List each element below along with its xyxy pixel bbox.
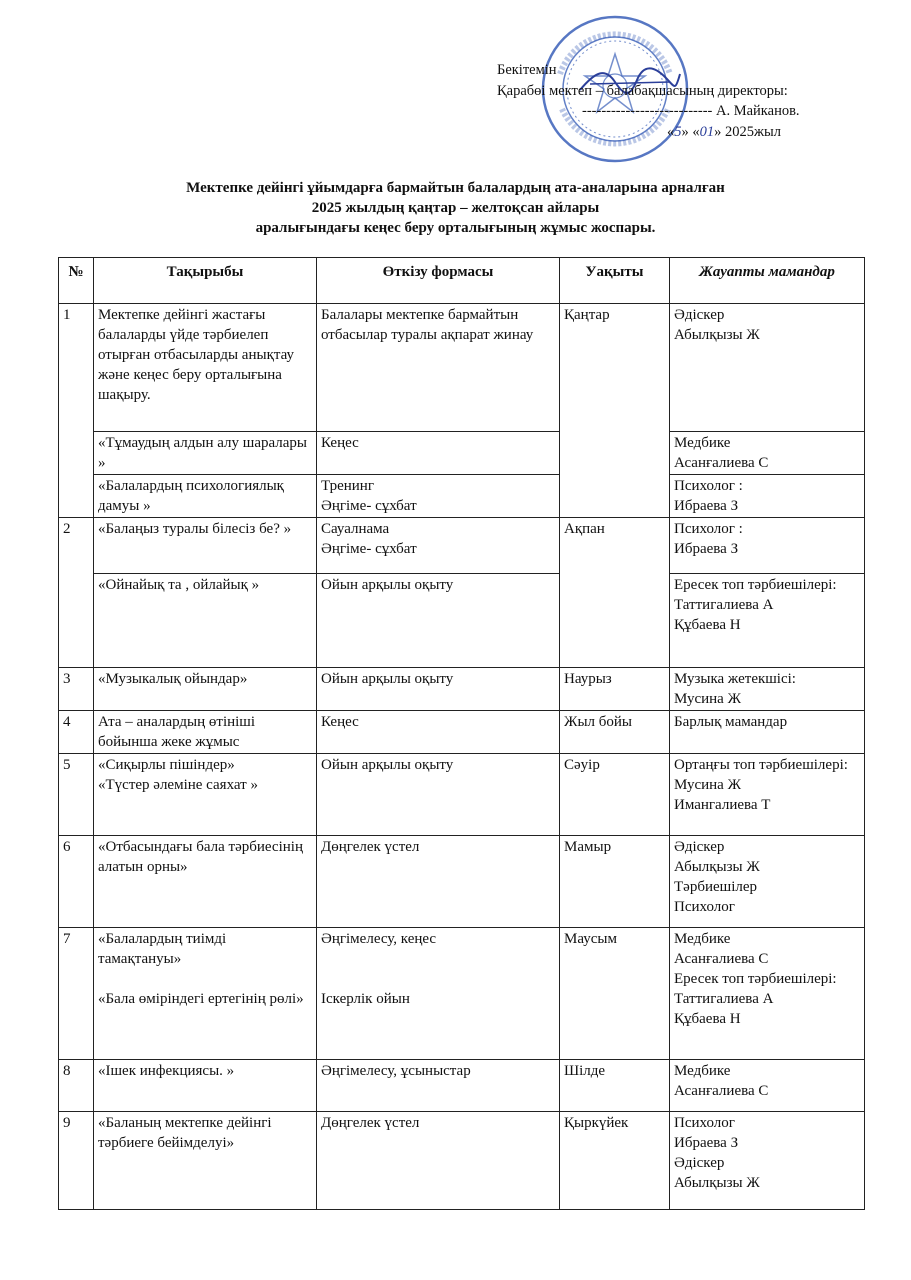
approval-month: 01 [699,123,715,140]
row-topic: Ата – аналардың өтініші бойынша жеке жұмыс [94,711,317,754]
row-time: Мамыр [560,836,670,928]
table-row [59,518,865,574]
table-row [59,432,865,475]
row-form: Ойын арқылы оқыту [317,754,560,836]
row-number: 3 [59,668,94,711]
row-responsible: Барлық мамандар [670,711,865,754]
row-time: Ақпан [560,518,670,668]
row-topic: «Балаңыз туралы білесіз бе? » [94,518,317,574]
row-topic: «Балалардың тиімді тамақтануы» «Бала өміріндегі ертегінің рөлі» [94,928,317,1060]
approval-position: Қарабөі мектеп – балабақшасының директоры: [497,82,788,99]
row-form: Кеңес [317,432,560,475]
header-num: № [59,258,94,304]
row-number: 1 [59,304,94,518]
row-form: Кеңес [317,711,560,754]
row-responsible: Медбике Асанғалиева С [670,1060,865,1112]
row-number: 4 [59,711,94,754]
row-topic: «Отбасындағы бала тәрбиесінің алатын орны» [94,836,317,928]
approval-block [497,60,800,142]
row-topic: «Ойнайық та , ойлайық » [94,574,317,668]
row-number: 7 [59,928,94,1060]
row-responsible: Ересек топ тәрбиешілері: Таттигалиева А Құбаева Н [670,574,865,668]
table-header-row [59,258,865,304]
table-row [59,711,865,754]
row-form: Ойын арқылы оқыту [317,574,560,668]
row-topic: «Сиқырлы пішіндер» «Түстер әлеміне саяхат » [94,754,317,836]
row-responsible: Әдіскер Абылқызы Ж Тәрбиешілер Психолог [670,836,865,928]
row-form: Сауалнама Әңгіме- сұхбат [317,518,560,574]
row-time: Қаңтар [560,304,670,518]
work-plan-table [58,257,865,1210]
row-number: 6 [59,836,94,928]
table-row [59,1112,865,1210]
table-row [59,1060,865,1112]
row-number: 9 [59,1112,94,1210]
row-form: Тренинг Әңгіме- сұхбат [317,475,560,518]
row-form: Дөңгелек үстел [317,836,560,928]
row-time: Наурыз [560,668,670,711]
row-topic: «Тұмаудың алдын алу шаралары » [94,432,317,475]
table-row [59,928,865,1060]
row-time: Қыркүйек [560,1112,670,1210]
row-responsible: Музыка жетекшісі: Мусина Ж [670,668,865,711]
row-responsible: Ортаңғы топ тәрбиешілері: Мусина Ж Имангалиева Т [670,754,865,836]
approval-signature-line: --------------------------- А. Майканов. [582,103,800,119]
table-row [59,574,865,668]
row-responsible: Психолог : Ибраева З [670,475,865,518]
row-number: 2 [59,518,94,668]
approval-date: «5» «01» 2025жыл [667,123,781,140]
approval-title: Бекітемін [497,62,557,78]
row-form: Әңгімелесу, ұсыныстар [317,1060,560,1112]
row-responsible: Медбике Асанғалиева С Ересек топ тәрбиешілері: Таттигалиева А Құбаева Н [670,928,865,1060]
header-time: Уақыты [560,258,670,304]
row-form: Дөңгелек үстел [317,1112,560,1210]
row-topic: Мектепке дейінгі жастағы балаларды үйде тәрбиелеп отырған отбасыларды анықтау және кеңес беру орталығына шақыру. [94,304,317,432]
row-time: Шілде [560,1060,670,1112]
table-row [59,475,865,518]
approval-day: 5 [674,123,682,140]
row-topic: «Баланың мектепке дейінгі тәрбиеге бейімделуі» [94,1112,317,1210]
table-row [59,754,865,836]
row-number: 8 [59,1060,94,1112]
row-topic: «Музыкалық ойындар» [94,668,317,711]
document-title: Мектепке дейінгі ұйымдарға бармайтын балалардың ата-аналарына арналған 2025 жылдың қаңтар – желтоқсан айлары аралығындағы кеңес беру орталығының жұмыс жоспары. [186,180,725,236]
row-topic: «Ішек инфекциясы. » [94,1060,317,1112]
row-time: Маусым [560,928,670,1060]
row-form: Ойын арқылы оқыту [317,668,560,711]
header-responsible: Жауапты мамандар [670,258,865,304]
table-row [59,836,865,928]
row-responsible: Психолог : Ибраева З [670,518,865,574]
row-number: 5 [59,754,94,836]
row-form: Балалары мектепке бармайтын отбасылар туралы ақпарат жинау [317,304,560,432]
row-responsible: Медбике Асанғалиева С [670,432,865,475]
row-topic: «Балалардың психологиялық дамуы » [94,475,317,518]
row-time: Сәуір [560,754,670,836]
row-form: Әңгімелесу, кеңес Іскерлік ойын [317,928,560,1060]
row-responsible: Психолог Ибраева З Әдіскер Абылқызы Ж [670,1112,865,1210]
row-time: Жыл бойы [560,711,670,754]
table-row [59,668,865,711]
header-form: Өткізу формасы [317,258,560,304]
header-topic: Тақырыбы [94,258,317,304]
table-row [59,304,865,432]
row-responsible: Әдіскер Абылқызы Ж [670,304,865,432]
